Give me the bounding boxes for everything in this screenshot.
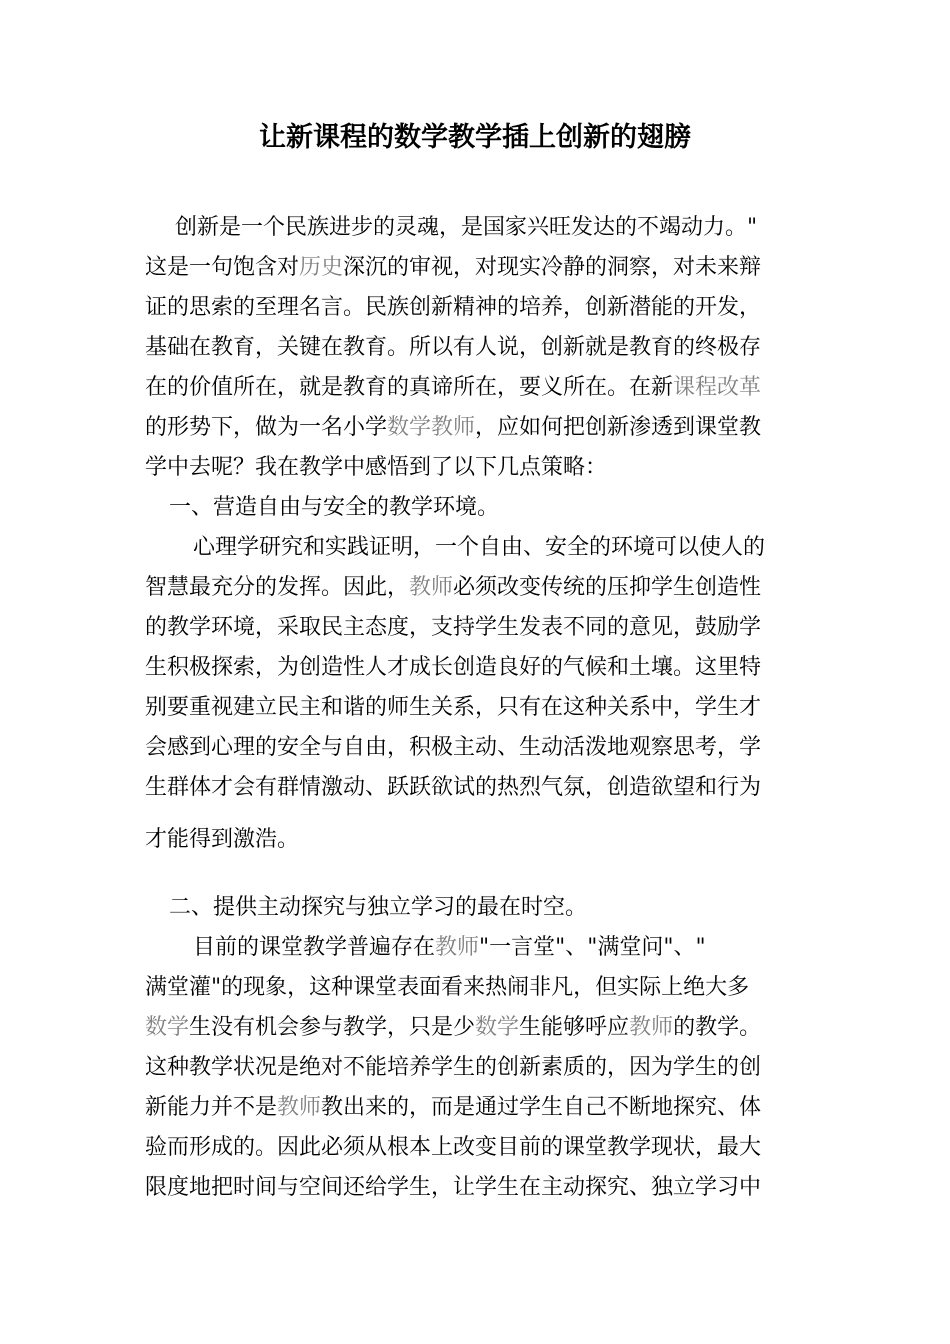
text-segment: ，应如何把创新渗透到课堂教 — [475, 415, 762, 440]
paragraph-line — [145, 730, 761, 766]
paragraph-line — [145, 250, 761, 286]
text-segment: 限度地把时间与空间还给学生，让学生在主动探究、独立学习中 — [145, 1175, 762, 1200]
paragraph-line — [145, 650, 761, 686]
paragraph-line — [145, 1170, 761, 1206]
text-segment: 这是一句饱含对 — [145, 255, 300, 280]
keyword-link[interactable]: 教师 — [629, 1015, 674, 1040]
text-segment: 生没有机会参与教学，只是少 — [189, 1015, 476, 1040]
text-segment: "一言堂"、"满堂问"、" — [479, 935, 706, 960]
paragraph-line — [145, 822, 299, 858]
paragraph-line — [145, 290, 761, 326]
paragraph-line — [145, 410, 761, 446]
text-segment: 满堂灌"的现象，这种课堂表面看来热闹非凡，但实际上绝大多 — [145, 975, 750, 1000]
text-segment: 的教学环境，采取民主态度，支持学生发表不同的意见，鼓励学 — [145, 615, 762, 640]
document-title: 让新课程的数学教学插上创新的翅膀 — [259, 122, 691, 153]
paragraph-line — [145, 690, 761, 726]
text-segment: 的形势下，做为一名小学 — [145, 415, 388, 440]
paragraph-line — [145, 450, 607, 486]
text-segment: 新能力并不是 — [145, 1095, 278, 1120]
keyword-link[interactable]: 数学 — [145, 1015, 190, 1040]
text-segment: 深沉的审视，对现实冷静的洞察，对未来辩 — [343, 255, 762, 280]
paragraph-line — [169, 490, 499, 526]
text-segment: 必须改变传统的压抑学生创造性 — [453, 575, 762, 600]
keyword-link[interactable]: 教师 — [435, 935, 480, 960]
text-segment: 验而形成的。因此必须从根本上改变目前的课堂教学现状，最大 — [145, 1135, 762, 1160]
text-segment: 的教学。 — [673, 1015, 762, 1040]
paragraph-line — [145, 570, 761, 606]
keyword-link[interactable]: 教师 — [409, 575, 454, 600]
text-segment: 这种教学状况是绝对不能培养学生的创新素质的，因为学生的创 — [145, 1055, 762, 1080]
text-segment: 目前的课堂教学普遍存在 — [193, 935, 436, 960]
text-segment: 教出来的，而是通过学生自己不断地探究、体 — [321, 1095, 762, 1120]
text-segment: 在的价值所在，就是教育的真谛所在，要义所在。在新 — [145, 375, 674, 400]
paragraph-line — [145, 1090, 761, 1126]
keyword-link[interactable]: 教师 — [277, 1095, 322, 1120]
text-segment: 基础在教育，关键在教育。所以有人说，创新就是教育的终极存 — [145, 335, 762, 360]
text-segment: 创新是一个民族进步的灵魂，是国家兴旺发达的不竭动力。" — [175, 215, 758, 240]
paragraph-line — [193, 930, 706, 966]
keyword-link[interactable]: 历史 — [299, 255, 344, 280]
text-segment: 智慧最充分的发挥。因此， — [145, 575, 410, 600]
text-segment: 会感到心理的安全与自由，积极主动、生动活泼地观察思考，学 — [145, 735, 762, 760]
paragraph-line — [145, 770, 761, 806]
text-segment: 二、提供主动探究与独立学习的最在时空。 — [169, 895, 588, 920]
text-segment: 证的思索的至理名言。民族创新精神的培养，创新潜能的开发， — [145, 295, 762, 320]
paragraph-line — [145, 1130, 761, 1166]
paragraph-line — [145, 1010, 761, 1046]
keyword-link[interactable]: 课程改革 — [673, 375, 762, 400]
text-segment: 一、营造自由与安全的教学环境。 — [169, 495, 500, 520]
paragraph-line — [145, 1050, 761, 1086]
text-segment: 生积极探索，为创造性人才成长创造良好的气候和土壤。这里特 — [145, 655, 762, 680]
paragraph-line — [145, 370, 761, 406]
text-segment: 生能够呼应 — [519, 1015, 630, 1040]
text-segment: 才能得到激浩。 — [145, 827, 300, 852]
text-segment: 心理学研究和实践证明，一个自由、安全的环境可以使人的 — [193, 535, 766, 560]
paragraph-line — [193, 530, 765, 566]
text-segment: 别要重视建立民主和谐的师生关系，只有在这种关系中，学生才 — [145, 695, 762, 720]
keyword-link[interactable]: 数学教师 — [387, 415, 476, 440]
text-segment: 生群体才会有群情激动、跃跃欲试的热烈气氛，创造欲望和行为 — [145, 775, 762, 800]
paragraph-line — [145, 610, 761, 646]
paragraph-line — [175, 210, 757, 246]
paragraph-line — [145, 330, 761, 366]
paragraph-line — [145, 970, 749, 1006]
text-segment: 学中去呢？我在教学中感悟到了以下几点策略： — [145, 455, 608, 480]
keyword-link[interactable]: 数学 — [475, 1015, 520, 1040]
paragraph-line — [169, 890, 587, 926]
